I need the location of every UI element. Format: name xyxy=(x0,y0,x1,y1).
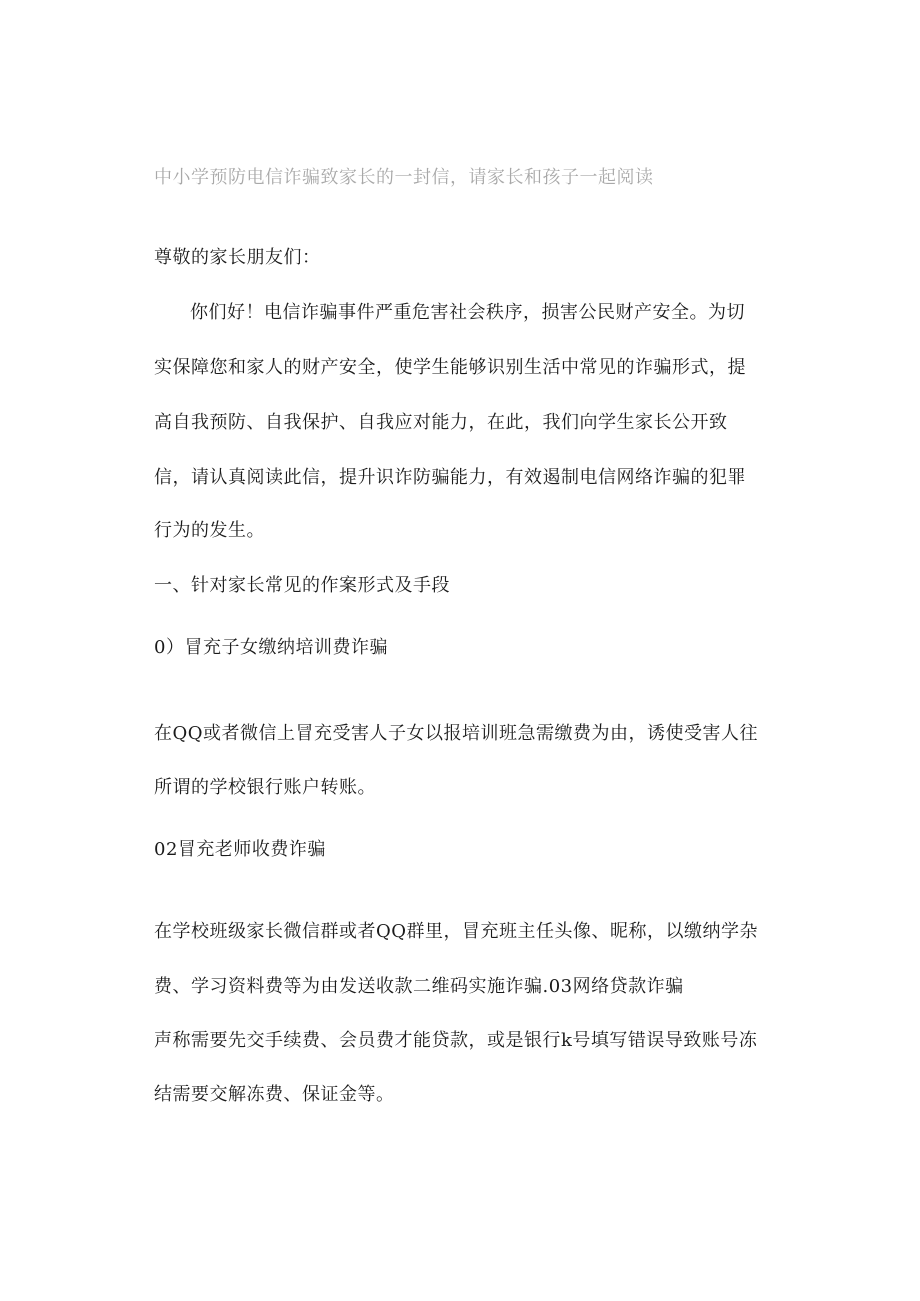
paragraph-line: 所谓的学校银行账户转账。 xyxy=(154,777,376,798)
intro-line: 行为的发生。 xyxy=(154,520,265,541)
paragraph-line: 结需要交解冻费、保证金等。 xyxy=(154,1084,395,1105)
document-title: 中小学预防电信诈骗致家长的一封信，请家长和孩子一起阅读 xyxy=(154,167,654,188)
greeting: 尊敬的家长朋友们： xyxy=(154,247,321,268)
paragraph-line: 在学校班级家长微信群或者QQ群里，冒充班主任头像、昵称，以缴纳学杂 xyxy=(154,921,759,942)
paragraph-line: 声称需要先交手续费、会员费才能贷款，或是银行k号填写错误导致账号冻 xyxy=(154,1030,758,1051)
paragraph-line: 费、学习资料费等为由发送收款二维码实施诈骗.03网络贷款诈骗 xyxy=(154,976,684,997)
intro-line: 信，请认真阅读此信，提升识诈防骗能力，有效遏制电信网络诈骗的犯罪 xyxy=(154,467,746,488)
item-heading: 0）冒充子女缴纳培训费诈骗 xyxy=(154,637,388,658)
item-heading: 02冒充老师收费诈骗 xyxy=(154,839,326,860)
intro-line: 高自我预防、自我保护、自我应对能力，在此，我们向学生家长公开致 xyxy=(154,412,728,433)
intro-line: 你们好！电信诈骗事件严重危害社会秩序，损害公民财产安全。为切 xyxy=(190,302,745,323)
intro-line: 实保障您和家人的财产安全，使学生能够识别生活中常见的诈骗形式，提 xyxy=(154,357,746,378)
section-heading: 一、针对家长常见的作案形式及手段 xyxy=(154,575,450,596)
paragraph-line: 在QQ或者微信上冒充受害人子女以报培训班急需缴费为由，诱使受害人往 xyxy=(154,723,759,744)
